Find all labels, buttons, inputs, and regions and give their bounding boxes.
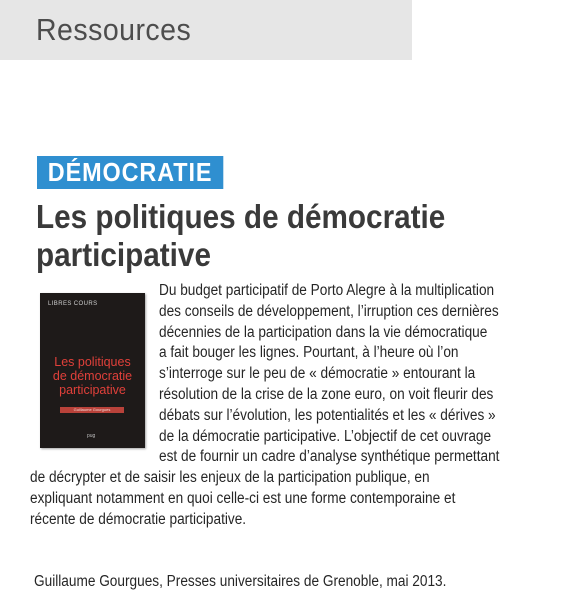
article-title-line: Les politiques de démocratie <box>36 198 446 235</box>
article-credit: Guillaume Gourgues, Presses universitaires de Grenoble, mai 2013. <box>34 573 447 590</box>
body-line: de la démocratie participative. L’objectif de cet ouvrage <box>159 427 492 445</box>
book-cover-title-line: participative <box>59 383 126 397</box>
body-line: a fait bouger les lignes. Pourtant, à l’heure où l’on <box>159 344 459 362</box>
book-cover-title-line: de démocratie <box>52 369 133 383</box>
body-line: récente de démocratie participative. <box>30 510 247 528</box>
book-series-label: LIBRES COURS <box>48 301 98 307</box>
category-tag: DÉMOCRATIE <box>37 156 223 189</box>
body-line: s’interroge sur le peu de « démocratie » entourant la <box>159 365 476 383</box>
article-title-line: participative <box>36 236 211 273</box>
body-line: des conseils de développement, l’irruption ces dernières <box>159 302 499 320</box>
body-line: expliquant notamment en quoi celle-ci est une forme contemporaine et <box>30 489 456 507</box>
book-cover-author: Guillaume Gourgues <box>73 407 111 412</box>
body-line: Du budget participatif de Porto Alegre à la multiplication <box>159 282 495 299</box>
article-title <box>36 198 522 274</box>
article-body <box>30 281 582 531</box>
body-line: est de fournir un cadre d’analyse synthétique permettant <box>159 448 500 466</box>
book-cover-title-line: Les politiques <box>54 355 131 369</box>
section-header-band <box>0 0 412 60</box>
body-line: débats sur l’évolution, les potentialités et les « dérives » <box>159 406 496 424</box>
body-line: résolution de la crise de la zone euro, on voit fleurir des <box>159 385 494 403</box>
body-line: de décrypter et de saisir les enjeux de la participation publique, en <box>30 469 430 487</box>
publisher-logo: pug <box>87 433 96 439</box>
body-line: décennies de la participation dans la vie démocratique <box>159 323 488 341</box>
section-title: Ressources <box>36 12 192 47</box>
